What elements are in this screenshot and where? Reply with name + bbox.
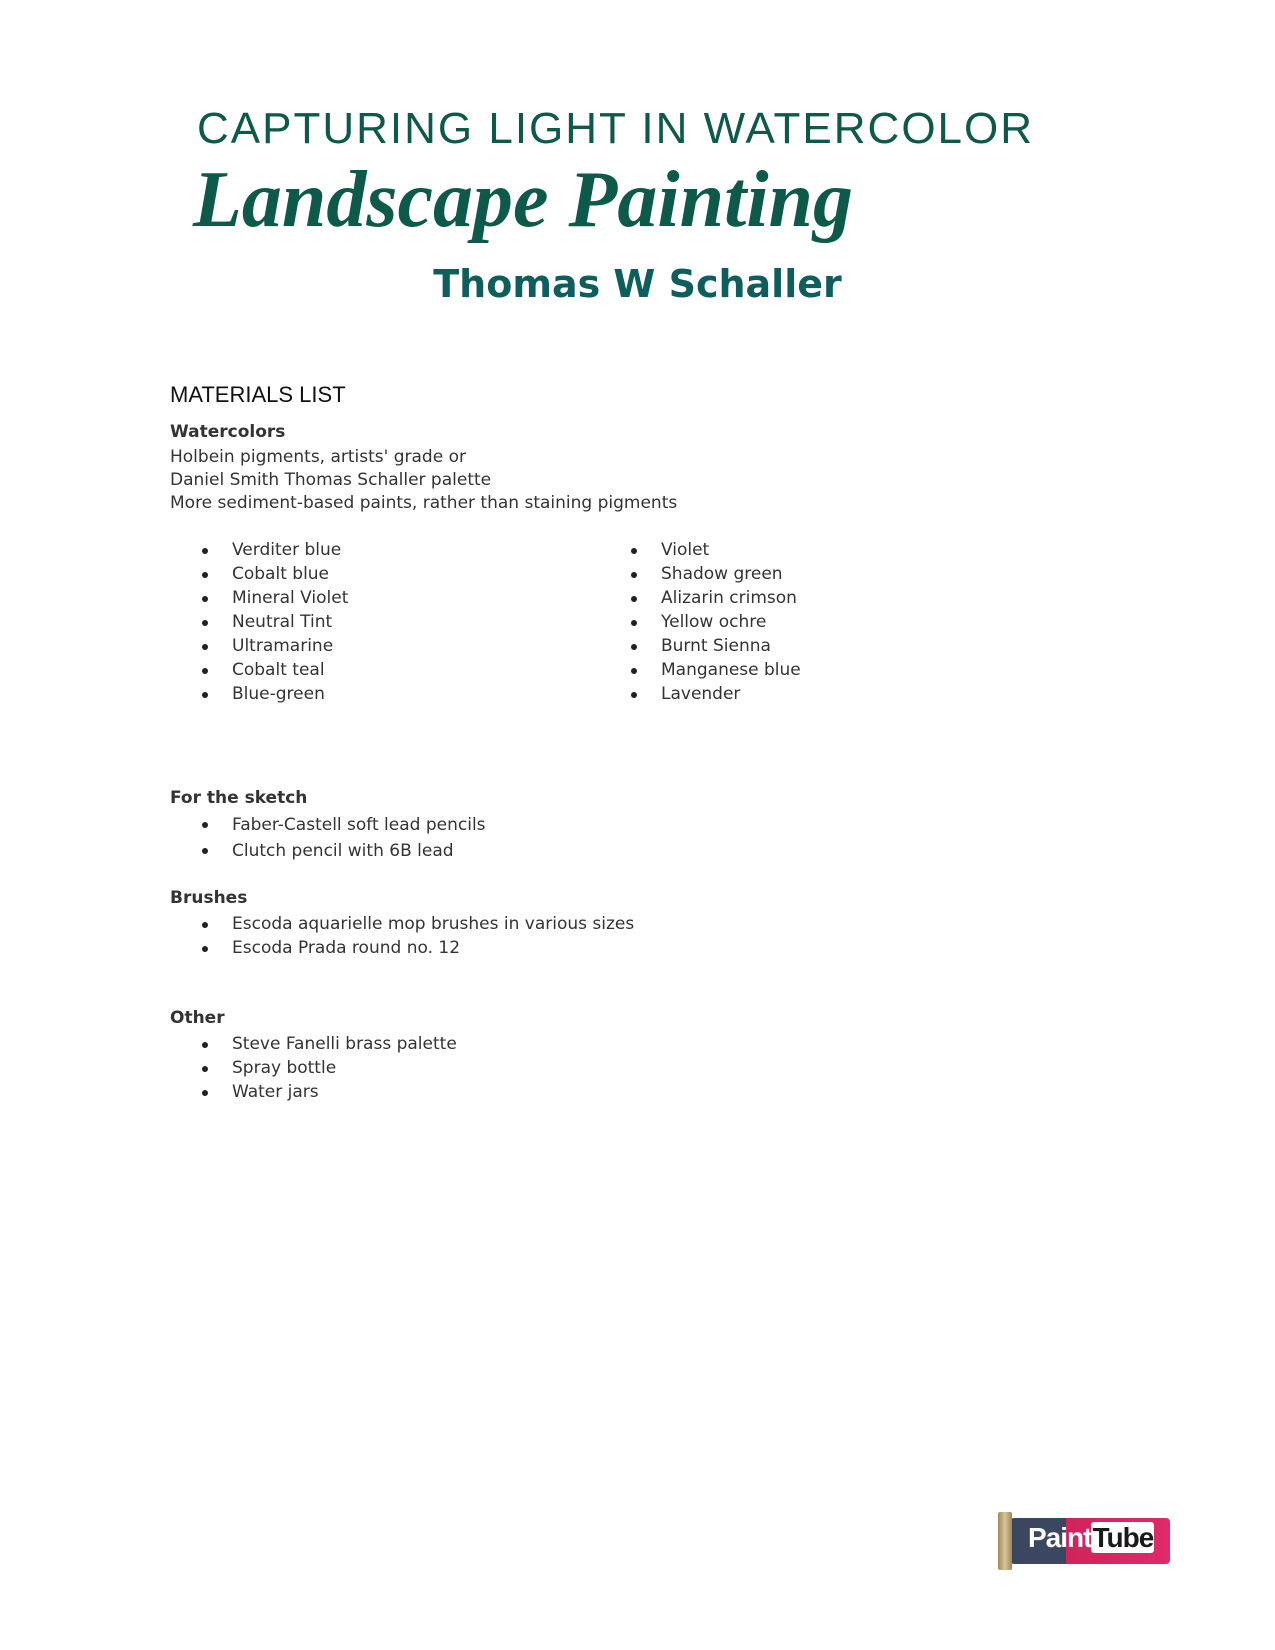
- logo-wordmark: [1028, 1522, 1154, 1554]
- list-item: Verditer blue: [170, 538, 348, 562]
- list-item: Escoda aquarielle mop brushes in various sizes: [170, 912, 634, 936]
- author-name: Thomas W Schaller: [433, 262, 842, 306]
- sketch-section-title: For the sketch: [170, 788, 308, 808]
- list-item: Spray bottle: [170, 1056, 457, 1080]
- list-item: Lavender: [599, 682, 801, 706]
- list-item: Escoda Prada round no. 12: [170, 936, 634, 960]
- list-item: Alizarin crimson: [599, 586, 801, 610]
- list-item: Blue-green: [170, 682, 348, 706]
- header-title: Landscape Painting: [193, 156, 854, 244]
- watercolors-line: More sediment-based paints, rather than staining pigments: [170, 493, 678, 513]
- list-item: Water jars: [170, 1080, 457, 1104]
- watercolor-list-left: [170, 538, 348, 706]
- list-item: Neutral Tint: [170, 610, 348, 634]
- list-item: Manganese blue: [599, 658, 801, 682]
- brushes-section-title: Brushes: [170, 888, 248, 908]
- watercolors-line: Holbein pigments, artists' grade or: [170, 447, 466, 467]
- watercolor-list-right: [599, 538, 801, 706]
- list-item: Violet: [599, 538, 801, 562]
- list-item: Cobalt blue: [170, 562, 348, 586]
- logo-word-paint: Paint: [1028, 1522, 1092, 1553]
- list-item: Steve Fanelli brass palette: [170, 1032, 457, 1056]
- list-item: Cobalt teal: [170, 658, 348, 682]
- list-item: Yellow ochre: [599, 610, 801, 634]
- list-item: Ultramarine: [170, 634, 348, 658]
- brushes-list: [170, 912, 634, 960]
- other-list: [170, 1032, 457, 1104]
- watercolors-line: Daniel Smith Thomas Schaller palette: [170, 470, 492, 490]
- other-section-title: Other: [170, 1008, 225, 1028]
- header-subtitle: CAPTURING LIGHT IN WATERCOLOR: [197, 104, 1035, 153]
- materials-list-heading: MATERIALS LIST: [170, 382, 346, 407]
- paint-tube-cap-icon: [998, 1512, 1012, 1570]
- watercolors-section-title: Watercolors: [170, 422, 286, 442]
- logo-word-tube: Tube: [1092, 1522, 1154, 1553]
- list-item: Mineral Violet: [170, 586, 348, 610]
- sketch-list: [170, 812, 486, 864]
- list-item: Burnt Sienna: [599, 634, 801, 658]
- painttube-logo: [998, 1512, 1188, 1572]
- list-item: Shadow green: [599, 562, 801, 586]
- list-item: Clutch pencil with 6B lead: [170, 838, 486, 864]
- list-item: Faber-Castell soft lead pencils: [170, 812, 486, 838]
